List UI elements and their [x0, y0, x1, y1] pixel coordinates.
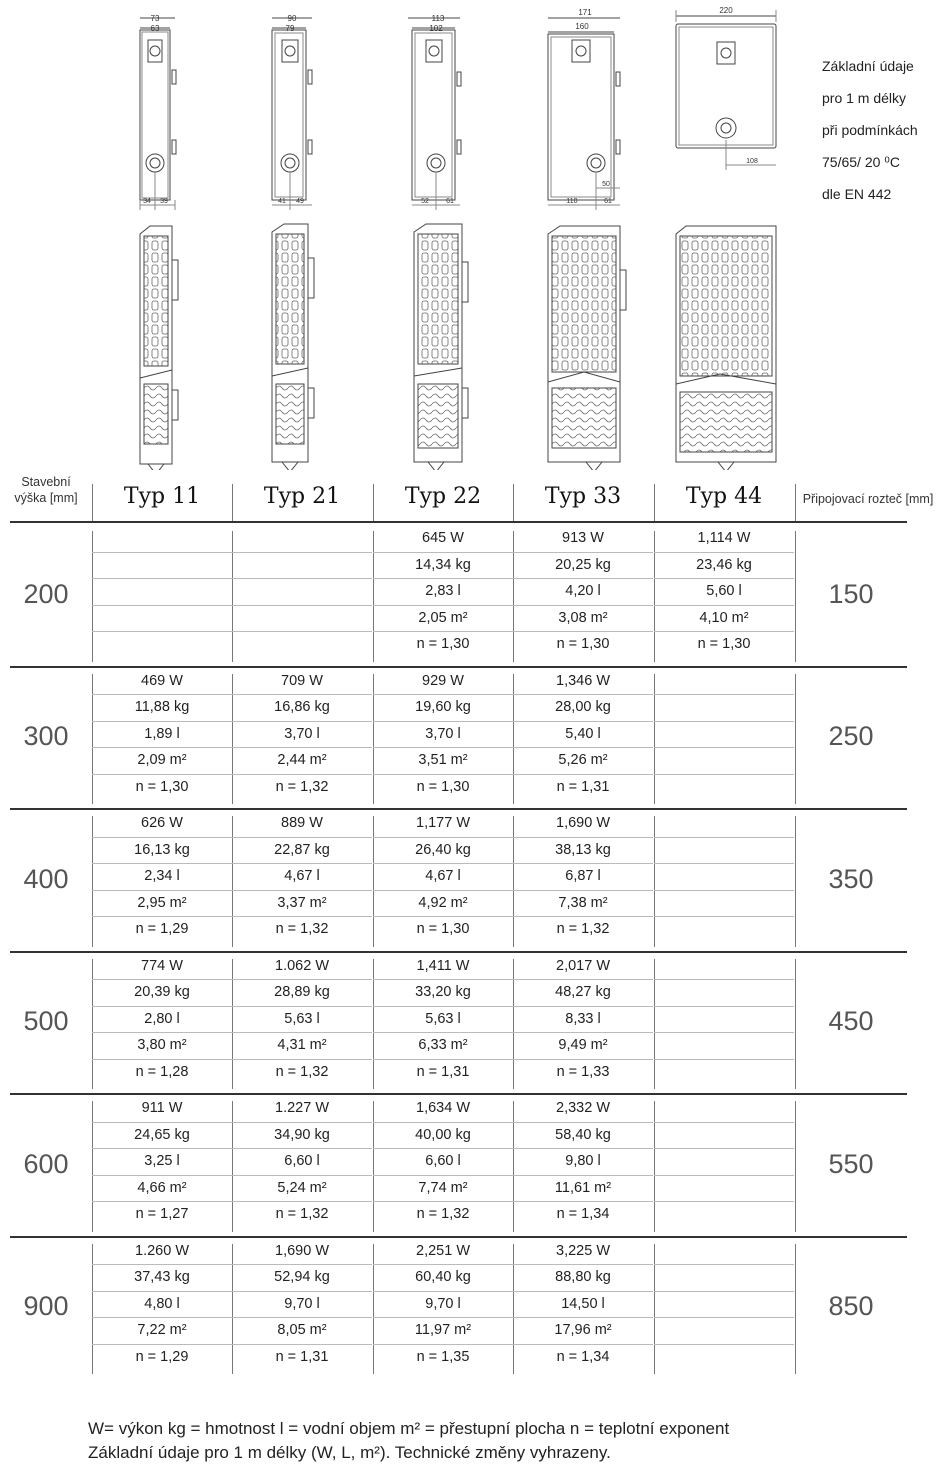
table-cell	[654, 1148, 794, 1175]
table-cell: n = 1,34	[556, 1206, 610, 1223]
table-cell: 2,80 l	[144, 1010, 180, 1027]
table-cell: 5,26 m²	[558, 752, 608, 769]
table-cell: 14,50 l	[561, 1295, 605, 1312]
table-cell	[654, 668, 794, 695]
table-cell	[232, 525, 372, 552]
height-value: 900	[23, 1291, 69, 1321]
type-header: Typ 44	[685, 484, 763, 509]
table-cell: 1,346 W	[556, 672, 610, 689]
table-cell: 5,63 l	[284, 1010, 320, 1027]
table-cell	[232, 631, 372, 658]
table-cell: 709 W	[281, 672, 323, 689]
table-cell: 3,25 l	[144, 1153, 180, 1170]
legend	[88, 1417, 729, 1465]
table-cell	[654, 953, 794, 980]
table-cell: 3,225 W	[556, 1242, 610, 1259]
column-divider	[795, 484, 796, 521]
table-cell: 4,92 m²	[418, 894, 468, 911]
note-line: pro 1 m délky	[822, 90, 907, 106]
table-cell	[654, 1059, 794, 1086]
spacing-value: 450	[828, 1006, 874, 1036]
typ33-dim-1: 171	[578, 8, 592, 17]
table-cell: 8,33 l	[565, 1010, 601, 1027]
radiator-drawings	[0, 0, 940, 470]
table-cell: 1,114 W	[697, 530, 751, 546]
typ22-dim-2: 102	[429, 24, 443, 33]
typ33-dim-2: 160	[575, 22, 589, 31]
table-cell	[654, 1317, 794, 1344]
spacing-value: 250	[828, 721, 874, 751]
column-divider	[232, 484, 233, 521]
typ21-dim-1: 90	[287, 14, 297, 23]
table-cell: 2,83 l	[425, 583, 461, 600]
typ22-dim-1: 113	[431, 14, 445, 23]
column-divider	[513, 484, 514, 521]
table-cell: 3,37 m²	[277, 894, 327, 911]
table-cell: 774 W	[141, 957, 183, 974]
typ22-dim-4: 61	[446, 198, 454, 205]
table-cell	[654, 979, 794, 1006]
type-header: Typ 22	[404, 484, 482, 509]
table-cell: 2,05 m²	[418, 609, 468, 626]
basic-data-note	[822, 50, 918, 210]
type-header: Typ 33	[544, 484, 622, 509]
table-cell: n = 1,31	[275, 1348, 329, 1365]
table-cell: 11,61 m²	[554, 1179, 612, 1196]
typ11-dim-3: 34	[143, 198, 151, 205]
table-cell: 911 W	[141, 1100, 183, 1116]
table-cell: 1,690 W	[275, 1242, 329, 1259]
table-cell: n = 1,31	[416, 1063, 470, 1080]
table-cell: 5,63 l	[425, 1010, 461, 1027]
height-group-600	[0, 1093, 940, 1235]
table-cell	[654, 1291, 794, 1318]
note-line: 75/65/ 20 ⁰C	[822, 154, 900, 170]
typ11-3d-view	[140, 226, 178, 470]
table-cell: n = 1,28	[135, 1063, 189, 1080]
column-divider	[373, 484, 374, 521]
table-cell	[654, 1264, 794, 1291]
table-cell: 7,38 m²	[558, 894, 608, 911]
note-line: Základní údaje	[822, 58, 914, 74]
table-cell: 16,13 kg	[134, 841, 190, 858]
typ11-dim-2: 63	[150, 24, 160, 33]
table-cell: 4,31 m²	[277, 1037, 327, 1054]
table-cell: 58,40 kg	[555, 1126, 611, 1143]
table-cell: 913 W	[562, 530, 604, 546]
typ21-dim-4: 49	[296, 198, 304, 205]
table-cell: 3,70 l	[425, 725, 461, 742]
typ33-dim-5: 61	[604, 198, 612, 205]
note-line: při podmínkách	[822, 122, 918, 138]
table-cell	[232, 578, 372, 605]
table-cell: 9,80 l	[565, 1153, 601, 1170]
table-cell: 1,89 l	[144, 725, 180, 742]
table-cell: 7,22 m²	[137, 1322, 187, 1339]
table-cell: 5,60 l	[706, 583, 742, 600]
table-cell: n = 1,30	[135, 778, 189, 795]
typ21-dim-2: 79	[285, 24, 295, 33]
table-cell: 6,60 l	[425, 1153, 461, 1170]
table-cell: 6,87 l	[565, 868, 601, 885]
type-header: Typ 21	[263, 484, 341, 509]
header-line: Stavební	[21, 475, 71, 489]
table-cell: 52,94 kg	[274, 1269, 330, 1286]
table-cell: n = 1,32	[416, 1206, 470, 1223]
table-cell: 1.260 W	[135, 1242, 189, 1259]
table-cell: 2,017 W	[556, 957, 610, 974]
typ11-dim-1: 73	[150, 14, 160, 23]
note-line: dle EN 442	[822, 186, 892, 202]
table-cell: n = 1,32	[275, 778, 329, 795]
table-cell: 9,70 l	[284, 1295, 320, 1312]
table-cell: n = 1,27	[135, 1206, 189, 1223]
typ21-3d-view	[272, 224, 314, 470]
table-cell	[654, 1006, 794, 1033]
table-cell	[654, 774, 794, 801]
typ33-dim-4: 110	[566, 198, 578, 205]
height-value: 200	[23, 578, 69, 609]
table-cell: 6,33 m²	[418, 1037, 468, 1054]
table-cell: 20,25 kg	[555, 556, 611, 573]
typ44-front-view	[676, 10, 776, 170]
table-cell: 34,90 kg	[274, 1126, 330, 1143]
table-cell: n = 1,32	[556, 921, 610, 938]
height-group-300	[0, 666, 940, 808]
table-cell: 26,40 kg	[415, 841, 471, 858]
table-cell: n = 1,32	[275, 1063, 329, 1080]
typ44-3d-view	[676, 226, 776, 470]
column-divider	[795, 959, 796, 1090]
table-cell: 4,20 l	[565, 583, 601, 600]
table-cell	[654, 890, 794, 917]
table-cell: 3,80 m²	[137, 1037, 187, 1054]
table-cell: 2,251 W	[416, 1242, 470, 1259]
table-cell: 6,60 l	[284, 1153, 320, 1170]
table-cell	[654, 810, 794, 837]
table-cell: 889 W	[281, 815, 323, 831]
table-cell: n = 1,30	[697, 636, 751, 653]
table-cell	[232, 552, 372, 579]
table-cell: 3,51 m²	[418, 752, 468, 769]
height-group-200	[0, 523, 940, 665]
table-cell	[92, 525, 232, 552]
table-cell	[654, 721, 794, 748]
spacing-value: 150	[828, 578, 874, 609]
column-divider	[92, 484, 93, 521]
table-cell	[654, 747, 794, 774]
table-cell: 3,08 m²	[558, 609, 608, 626]
typ21-front-view	[272, 18, 312, 210]
table-cell: n = 1,30	[416, 921, 470, 938]
table-cell: 4,80 l	[144, 1295, 180, 1312]
table-cell	[654, 1344, 794, 1371]
spacing-value: 850	[828, 1291, 874, 1321]
table-cell	[654, 1122, 794, 1149]
height-value: 300	[23, 721, 69, 751]
table-cell: 38,13 kg	[555, 841, 611, 858]
table-cell: 1,634 W	[416, 1100, 470, 1116]
table-cell: n = 1,29	[135, 1348, 189, 1365]
table-cell: n = 1,30	[416, 778, 470, 795]
typ22-dim-3: 52	[421, 198, 429, 205]
table-cell: 626 W	[141, 815, 183, 831]
type-header: Typ 11	[123, 484, 201, 509]
table-cell: 2,09 m²	[137, 752, 187, 769]
table-cell: n = 1,33	[556, 1063, 610, 1080]
table-cell: 60,40 kg	[415, 1269, 471, 1286]
table-cell: n = 1,30	[556, 636, 610, 653]
table-cell: 645 W	[422, 530, 464, 546]
table-cell: 11,88 kg	[134, 699, 190, 716]
table-cell: 3,70 l	[284, 725, 320, 742]
table-cell: 28,00 kg	[555, 699, 611, 716]
table-cell: 2,332 W	[556, 1100, 610, 1116]
height-column-header	[0, 474, 92, 506]
table-cell: 5,24 m²	[277, 1179, 327, 1196]
table-cell: n = 1,29	[135, 921, 189, 938]
typ33-dim-3: 50	[602, 181, 610, 188]
typ22-front-view	[408, 18, 461, 210]
height-group-900	[0, 1236, 940, 1378]
table-cell	[654, 1032, 794, 1059]
column-divider	[795, 531, 796, 662]
table-cell: 24,65 kg	[134, 1126, 190, 1143]
spacing-column-header: Připojovací rozteč [mm]	[802, 492, 934, 506]
table-cell: 2,95 m²	[137, 894, 187, 911]
typ33-3d-view	[548, 226, 626, 470]
table-cell	[654, 1201, 794, 1228]
table-cell	[92, 605, 232, 632]
table-cell: 1,177 W	[416, 815, 470, 831]
table-cell	[654, 916, 794, 943]
table-cell	[92, 578, 232, 605]
table-cell: 4,66 m²	[137, 1179, 187, 1196]
legend-line-2: Základní údaje pro 1 m délky (W, L, m²). Technické změny vyhrazeny.	[88, 1443, 611, 1462]
table-cell: 28,89 kg	[274, 984, 330, 1001]
column-divider	[795, 816, 796, 947]
header-line: výška [mm]	[14, 491, 78, 505]
table-cell: 11,97 m²	[414, 1322, 472, 1339]
height-group-400	[0, 808, 940, 950]
table-cell: n = 1,32	[275, 1206, 329, 1223]
spacing-value: 350	[828, 863, 874, 894]
table-cell	[654, 1095, 794, 1122]
table-cell: 1.227 W	[275, 1100, 329, 1116]
table-cell	[654, 694, 794, 721]
table-cell: 1.062 W	[275, 957, 329, 974]
legend-line-1: W= výkon kg = hmotnost l = vodní objem m² = přestupní plocha n = teplotní exponent	[88, 1419, 730, 1438]
table-cell	[92, 631, 232, 658]
table-cell	[92, 552, 232, 579]
column-divider	[795, 1244, 796, 1375]
column-divider	[795, 1101, 796, 1232]
table-cell: n = 1,34	[556, 1348, 610, 1365]
table-cell: n = 1,32	[275, 921, 329, 938]
table-cell: 23,46 kg	[696, 556, 752, 573]
typ44-dim-2: 108	[746, 158, 758, 165]
table-cell	[654, 1175, 794, 1202]
table-cell: 9,49 m²	[558, 1037, 608, 1054]
typ11-front-view	[140, 18, 176, 210]
height-value: 400	[23, 863, 69, 894]
table-cell: 48,27 kg	[555, 984, 611, 1001]
typ44-dim-1: 220	[719, 6, 733, 15]
table-cell: 4,67 l	[284, 868, 320, 885]
table-cell: 37,43 kg	[134, 1269, 190, 1286]
table-cell: 40,00 kg	[415, 1126, 471, 1143]
table-cell: 33,20 kg	[415, 984, 471, 1001]
table-cell: 7,74 m²	[418, 1179, 468, 1196]
table-cell: n = 1,35	[416, 1348, 470, 1365]
table-cell: n = 1,31	[556, 778, 610, 795]
table-cell: 14,34 kg	[415, 556, 471, 573]
table-cell: 4,67 l	[425, 868, 461, 885]
table-cell: 20,39 kg	[134, 984, 190, 1001]
table-cell: n = 1,30	[416, 636, 470, 653]
height-group-500	[0, 951, 940, 1093]
table-cell: 16,86 kg	[274, 699, 330, 716]
typ11-dim-4: 39	[160, 198, 168, 205]
table-cell: 19,60 kg	[415, 699, 471, 716]
table-cell: 8,05 m²	[277, 1322, 327, 1339]
table-cell: 22,87 kg	[274, 841, 330, 858]
table-cell: 1,690 W	[556, 815, 610, 831]
table-cell: 17,96 m²	[554, 1322, 612, 1339]
spacing-value: 550	[828, 1148, 874, 1179]
table-cell: 929 W	[422, 672, 464, 689]
height-value: 600	[23, 1148, 69, 1179]
height-value: 500	[23, 1006, 69, 1036]
table-cell: 5,40 l	[565, 725, 601, 742]
typ21-dim-3: 41	[278, 198, 286, 205]
table-cell: 4,10 m²	[699, 609, 749, 626]
table-cell	[654, 1238, 794, 1265]
table-cell: 1,411 W	[416, 957, 470, 974]
table-cell	[654, 863, 794, 890]
table-cell: 9,70 l	[425, 1295, 461, 1312]
table-cell: 2,44 m²	[277, 752, 327, 769]
table-cell	[654, 837, 794, 864]
table-cell: 88,80 kg	[555, 1269, 611, 1286]
table-cell: 2,34 l	[144, 868, 180, 885]
table-cell: 469 W	[141, 672, 183, 689]
typ22-3d-view	[414, 224, 468, 470]
column-divider	[654, 484, 655, 521]
table-cell	[232, 605, 372, 632]
column-divider	[795, 674, 796, 805]
